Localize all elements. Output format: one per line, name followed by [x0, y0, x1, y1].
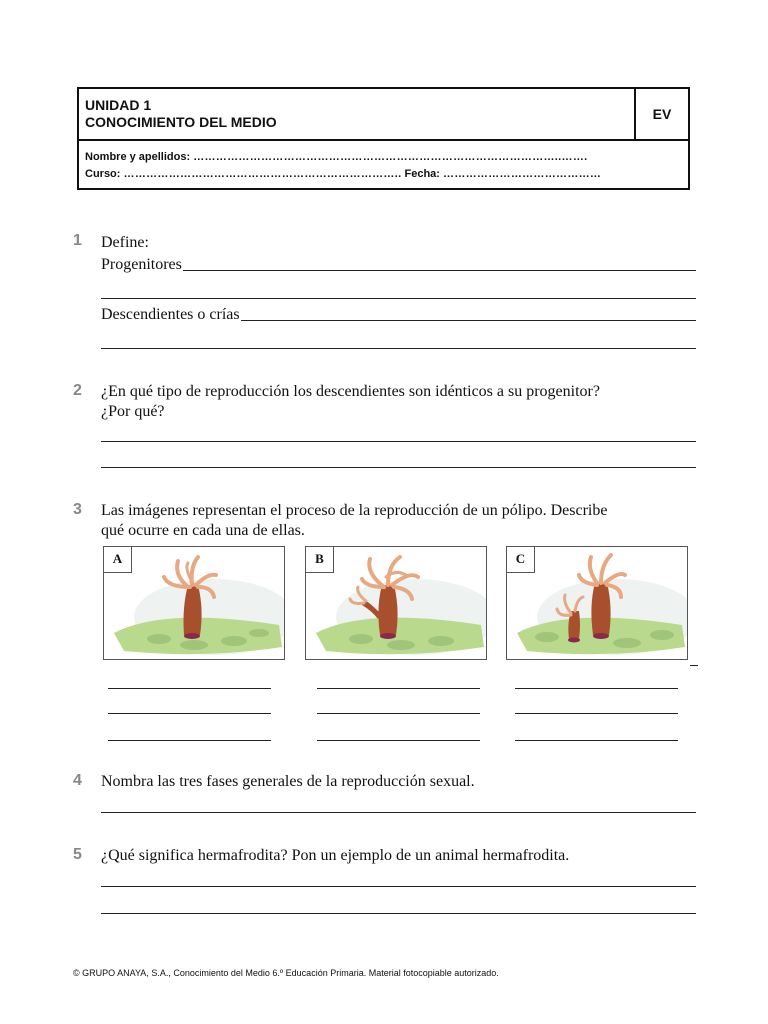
header-code-cell [634, 89, 688, 139]
answer-line[interactable] [101, 298, 696, 299]
course-date-line[interactable] [85, 166, 601, 183]
answer-line-b[interactable] [317, 713, 480, 714]
header-title [85, 97, 277, 131]
answer-line-c[interactable] [515, 713, 678, 714]
answer-line[interactable] [101, 467, 696, 468]
term-descendientes: Descendientes o crías [101, 306, 240, 323]
question-3-line-2: qué ocurre en cada una de ellas. [101, 522, 305, 539]
answer-line-b[interactable] [317, 688, 480, 689]
answer-line-c[interactable] [515, 688, 678, 689]
polyp-image-b [305, 546, 487, 660]
answer-line[interactable] [101, 812, 696, 813]
answer-line-progenitores[interactable] [101, 256, 696, 274]
question-3-number: 3 [73, 501, 82, 518]
date-label: Fecha: [404, 168, 440, 180]
answer-line-b[interactable] [317, 740, 480, 741]
question-2-line-1: ¿En qué tipo de reproducción los descendientes son idénticos a su progenitor? [101, 383, 600, 400]
answer-rule[interactable] [183, 270, 696, 271]
image-label-b: B [306, 547, 334, 573]
subject-label: CONOCIMIENTO DEL MEDIO [85, 114, 277, 130]
question-5-text: ¿Qué significa hermafrodita? Pon un ejemplo de un animal hermafrodita. [101, 847, 570, 864]
name-dots[interactable]: ……………………………………………………………………………………..……. [193, 151, 588, 163]
answer-line[interactable] [101, 913, 696, 914]
name-label: Nombre y apellidos: [85, 151, 191, 163]
question-3-text [101, 501, 607, 541]
question-4-number: 4 [73, 772, 82, 789]
question-1-text: Define: [101, 234, 149, 251]
question-2-number: 2 [73, 382, 82, 399]
date-dots[interactable]: …………………………………… [443, 168, 602, 180]
term-progenitores: Progenitores [101, 256, 182, 273]
answer-line[interactable] [101, 441, 696, 442]
question-2-text [101, 382, 600, 422]
course-label: Curso: [85, 168, 121, 180]
image-label-c: C [507, 547, 535, 573]
header-title-row [79, 89, 688, 141]
student-fields [85, 149, 601, 183]
unit-label: UNIDAD 1 [85, 97, 152, 113]
question-1-number: 1 [73, 232, 82, 249]
answer-line-stub [690, 665, 698, 666]
answer-line-descendientes[interactable] [101, 306, 696, 324]
worksheet-header [77, 87, 690, 190]
answer-line-a[interactable] [108, 713, 271, 714]
image-label-a: A [104, 547, 132, 573]
question-3-line-1: Las imágenes representan el proceso de la reproducción de un pólipo. Describe [101, 502, 608, 519]
answer-line[interactable] [101, 886, 696, 887]
polyp-image-c [506, 546, 688, 660]
answer-line[interactable] [101, 348, 696, 349]
name-field-line[interactable] [85, 149, 601, 166]
answer-line-c[interactable] [515, 740, 678, 741]
question-4-text: Nombra las tres fases generales de la reproducción sexual. [101, 773, 475, 790]
copyright-footer: © GRUPO ANAYA, S.A., Conocimiento del Medio 6.º Educación Primaria. Material fotocopiable autorizado. [73, 968, 499, 978]
polyp-image-a [103, 546, 285, 660]
course-dots[interactable]: ……………………………………………………………….. [123, 168, 402, 180]
answer-line-a[interactable] [108, 688, 271, 689]
answer-rule[interactable] [241, 320, 696, 321]
evaluation-code: EV [652, 106, 672, 122]
question-2-line-2: ¿Por qué? [101, 403, 165, 420]
question-5-number: 5 [73, 846, 82, 863]
answer-line-a[interactable] [108, 740, 271, 741]
